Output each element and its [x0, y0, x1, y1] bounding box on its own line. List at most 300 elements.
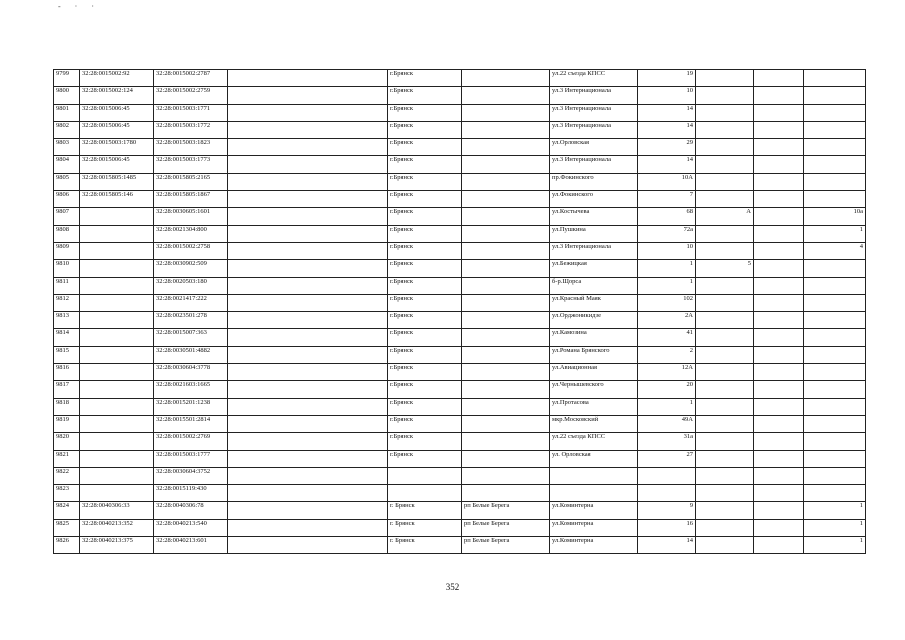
letter-cell: [696, 485, 754, 502]
letter-cell: [696, 277, 754, 294]
cadastral-number-building: 32:28:0021417:222: [154, 294, 228, 311]
street-cell: пр.Фокинского: [550, 173, 638, 190]
house-number-cell: 19: [638, 70, 696, 87]
city-cell: г.Брянск: [388, 121, 462, 138]
table-row: [54, 433, 866, 450]
table-row: [54, 364, 866, 381]
apartment-cell: [804, 485, 866, 502]
letter-cell: [696, 70, 754, 87]
cadastral-number-parcel: 32:28:0015805:146: [80, 191, 154, 208]
row-number: 9817: [54, 381, 80, 398]
table-row: [54, 173, 866, 190]
cadastral-number-building: 32:28:0030604:3752: [154, 467, 228, 484]
row-number: 9815: [54, 346, 80, 363]
cadastral-number-building: 32:28:0030605:1601: [154, 208, 228, 225]
city-cell: г.Брянск: [388, 156, 462, 173]
street-cell: ул.Камозина: [550, 329, 638, 346]
city-cell: г.Брянск: [388, 104, 462, 121]
apartment-cell: [804, 87, 866, 104]
settlement-cell: [462, 225, 550, 242]
street-cell: ул.Чернышевского: [550, 381, 638, 398]
blank-column: [228, 346, 388, 363]
extra-cell: [754, 70, 804, 87]
apartment-cell: 1: [804, 502, 866, 519]
apartment-cell: 4: [804, 242, 866, 259]
street-cell: [550, 485, 638, 502]
cadastral-number-building: 32:28:0015003:1773: [154, 156, 228, 173]
street-cell: ул.3 Интернационала: [550, 104, 638, 121]
cadastral-number-parcel: 32:28:0015006:45: [80, 156, 154, 173]
row-number: 9810: [54, 260, 80, 277]
settlement-cell: [462, 70, 550, 87]
cadastral-number-building: 32:28:0015002:2758: [154, 242, 228, 259]
blank-column: [228, 450, 388, 467]
row-number: 9823: [54, 485, 80, 502]
settlement-cell: [462, 485, 550, 502]
row-number: 9805: [54, 173, 80, 190]
letter-cell: [696, 364, 754, 381]
row-number: 9800: [54, 87, 80, 104]
apartment-cell: 1: [804, 519, 866, 536]
cadastral-number-parcel: 32:28:0015006:45: [80, 104, 154, 121]
cadastral-number-parcel: [80, 433, 154, 450]
city-cell: г.Брянск: [388, 294, 462, 311]
blank-column: [228, 104, 388, 121]
letter-cell: [696, 121, 754, 138]
extra-cell: [754, 312, 804, 329]
city-cell: г.Брянск: [388, 433, 462, 450]
apartment-cell: [804, 191, 866, 208]
blank-column: [228, 312, 388, 329]
letter-cell: [696, 191, 754, 208]
table-row: [54, 208, 866, 225]
page-number: 352: [445, 582, 460, 592]
apartment-cell: [804, 398, 866, 415]
table-row: [54, 70, 866, 87]
house-number-cell: 20: [638, 381, 696, 398]
cadastral-number-parcel: [80, 329, 154, 346]
cadastral-number-parcel: [80, 381, 154, 398]
blank-column: [228, 121, 388, 138]
row-number: 9822: [54, 467, 80, 484]
cadastral-number-building: 32:28:0015201:1238: [154, 398, 228, 415]
house-number-cell: 9: [638, 502, 696, 519]
apartment-cell: [804, 415, 866, 432]
apartment-cell: [804, 346, 866, 363]
city-cell: г.Брянск: [388, 87, 462, 104]
extra-cell: [754, 139, 804, 156]
city-cell: г.Брянск: [388, 415, 462, 432]
house-number-cell: 72а: [638, 225, 696, 242]
settlement-cell: [462, 191, 550, 208]
cadastral-number-building: 32:28:0021304:800: [154, 225, 228, 242]
settlement-cell: рп Белые Берега: [462, 502, 550, 519]
cadastral-number-building: 32:28:0015003:1823: [154, 139, 228, 156]
letter-cell: [696, 87, 754, 104]
extra-cell: [754, 346, 804, 363]
settlement-cell: [462, 467, 550, 484]
cadastral-number-building: 32:28:0040306:78: [154, 502, 228, 519]
cadastral-number-parcel: 32:28:0040213:352: [80, 519, 154, 536]
city-cell: г.Брянск: [388, 450, 462, 467]
extra-cell: [754, 519, 804, 536]
table-row: [54, 346, 866, 363]
city-cell: г.Брянск: [388, 191, 462, 208]
extra-cell: [754, 173, 804, 190]
city-cell: г.Брянск: [388, 277, 462, 294]
city-cell: г.Брянск: [388, 225, 462, 242]
extra-cell: [754, 121, 804, 138]
settlement-cell: [462, 312, 550, 329]
street-cell: ул.Протасова: [550, 398, 638, 415]
blank-column: [228, 87, 388, 104]
blank-column: [228, 485, 388, 502]
extra-cell: [754, 294, 804, 311]
apartment-cell: [804, 121, 866, 138]
cadastral-number-building: 32:28:0040213:540: [154, 519, 228, 536]
cadastral-number-parcel: [80, 242, 154, 259]
cadastral-number-parcel: [80, 415, 154, 432]
extra-cell: [754, 260, 804, 277]
table-row: [54, 87, 866, 104]
blank-column: [228, 173, 388, 190]
house-number-cell: 12А: [638, 364, 696, 381]
city-cell: г.Брянск: [388, 398, 462, 415]
table-row: [54, 502, 866, 519]
cadastral-number-building: 32:28:0021603:1665: [154, 381, 228, 398]
house-number-cell: 102: [638, 294, 696, 311]
city-cell: г.Брянск: [388, 208, 462, 225]
cadastral-number-building: 32:28:0040213:601: [154, 537, 228, 554]
registry-table: [53, 69, 866, 554]
letter-cell: [696, 398, 754, 415]
letter-cell: [696, 519, 754, 536]
settlement-cell: [462, 346, 550, 363]
cadastral-number-building: 32:28:0030902:509: [154, 260, 228, 277]
table-row: [54, 139, 866, 156]
apartment-cell: [804, 312, 866, 329]
street-cell: [550, 467, 638, 484]
row-number: 9801: [54, 104, 80, 121]
city-cell: г.Брянск: [388, 312, 462, 329]
header-marks: - · ·: [58, 2, 100, 11]
cadastral-number-building: 32:28:0015003:1771: [154, 104, 228, 121]
settlement-cell: рп Белые Берега: [462, 537, 550, 554]
settlement-cell: [462, 173, 550, 190]
cadastral-number-building: 32:28:0015003:1777: [154, 450, 228, 467]
table-row: [54, 329, 866, 346]
blank-column: [228, 260, 388, 277]
apartment-cell: [804, 70, 866, 87]
house-number-cell: [638, 467, 696, 484]
table-row: [54, 467, 866, 484]
street-cell: ул.Костычева: [550, 208, 638, 225]
city-cell: г.Брянск: [388, 260, 462, 277]
extra-cell: [754, 502, 804, 519]
settlement-cell: [462, 121, 550, 138]
row-number: 9825: [54, 519, 80, 536]
house-number-cell: 10А: [638, 173, 696, 190]
settlement-cell: рп Белые Берега: [462, 519, 550, 536]
table-row: [54, 537, 866, 554]
blank-column: [228, 242, 388, 259]
cadastral-number-parcel: [80, 450, 154, 467]
cadastral-number-parcel: [80, 260, 154, 277]
letter-cell: [696, 173, 754, 190]
cadastral-number-building: 32:28:0015501:2814: [154, 415, 228, 432]
cadastral-number-parcel: [80, 364, 154, 381]
row-number: 9818: [54, 398, 80, 415]
cadastral-number-parcel: [80, 312, 154, 329]
cadastral-number-building: 32:28:0015119:430: [154, 485, 228, 502]
blank-column: [228, 70, 388, 87]
blank-column: [228, 415, 388, 432]
apartment-cell: 10а: [804, 208, 866, 225]
cadastral-number-parcel: [80, 277, 154, 294]
row-number: 9804: [54, 156, 80, 173]
house-number-cell: 2: [638, 346, 696, 363]
table-body: [54, 70, 866, 554]
settlement-cell: [462, 208, 550, 225]
extra-cell: [754, 191, 804, 208]
blank-column: [228, 294, 388, 311]
row-number: 9819: [54, 415, 80, 432]
extra-cell: [754, 242, 804, 259]
table-row: [54, 242, 866, 259]
city-cell: г.Брянск: [388, 346, 462, 363]
house-number-cell: 10: [638, 242, 696, 259]
table-row: [54, 381, 866, 398]
city-cell: г.Брянск: [388, 364, 462, 381]
street-cell: ул.3 Интернационала: [550, 87, 638, 104]
cadastral-number-building: 32:28:0015003:1772: [154, 121, 228, 138]
letter-cell: [696, 242, 754, 259]
cadastral-number-parcel: [80, 346, 154, 363]
extra-cell: [754, 467, 804, 484]
table-row: [54, 260, 866, 277]
city-cell: г. Брянск: [388, 519, 462, 536]
row-number: 9820: [54, 433, 80, 450]
street-cell: ул.Красный Маяк: [550, 294, 638, 311]
cadastral-number-parcel: [80, 485, 154, 502]
blank-column: [228, 433, 388, 450]
apartment-cell: 1: [804, 537, 866, 554]
cadastral-number-parcel: [80, 225, 154, 242]
blank-column: [228, 398, 388, 415]
letter-cell: [696, 467, 754, 484]
city-cell: [388, 485, 462, 502]
cadastral-number-parcel: [80, 467, 154, 484]
house-number-cell: 29: [638, 139, 696, 156]
house-number-cell: 16: [638, 519, 696, 536]
cadastral-number-parcel: [80, 208, 154, 225]
blank-column: [228, 208, 388, 225]
city-cell: [388, 467, 462, 484]
house-number-cell: 68: [638, 208, 696, 225]
row-number: 9816: [54, 364, 80, 381]
settlement-cell: [462, 87, 550, 104]
row-number: 9811: [54, 277, 80, 294]
street-cell: ул. Орловская: [550, 450, 638, 467]
city-cell: г.Брянск: [388, 139, 462, 156]
settlement-cell: [462, 415, 550, 432]
settlement-cell: [462, 398, 550, 415]
house-number-cell: 14: [638, 156, 696, 173]
street-cell: ул.3 Интернационала: [550, 242, 638, 259]
street-cell: ул.Коминтерна: [550, 502, 638, 519]
house-number-cell: 31а: [638, 433, 696, 450]
apartment-cell: [804, 294, 866, 311]
city-cell: г. Брянск: [388, 502, 462, 519]
row-number: 9813: [54, 312, 80, 329]
letter-cell: [696, 312, 754, 329]
blank-column: [228, 156, 388, 173]
table-row: [54, 485, 866, 502]
city-cell: г.Брянск: [388, 329, 462, 346]
cadastral-number-building: 32:28:0015002:2769: [154, 433, 228, 450]
extra-cell: [754, 381, 804, 398]
cadastral-number-parcel: [80, 294, 154, 311]
settlement-cell: [462, 139, 550, 156]
blank-column: [228, 537, 388, 554]
apartment-cell: [804, 450, 866, 467]
blank-column: [228, 502, 388, 519]
apartment-cell: [804, 277, 866, 294]
street-cell: ул.Пушкина: [550, 225, 638, 242]
settlement-cell: [462, 277, 550, 294]
cadastral-number-building: 32:28:0015007:363: [154, 329, 228, 346]
street-cell: ул.3 Интернационала: [550, 121, 638, 138]
apartment-cell: 1: [804, 225, 866, 242]
row-number: 9803: [54, 139, 80, 156]
settlement-cell: [462, 364, 550, 381]
extra-cell: [754, 208, 804, 225]
street-cell: мкр.Московский: [550, 415, 638, 432]
cadastral-number-building: 32:28:0015805:1867: [154, 191, 228, 208]
city-cell: г.Брянск: [388, 70, 462, 87]
letter-cell: [696, 450, 754, 467]
house-number-cell: 49А: [638, 415, 696, 432]
extra-cell: [754, 485, 804, 502]
table-row: [54, 398, 866, 415]
street-cell: ул.Бежицкая: [550, 260, 638, 277]
letter-cell: [696, 329, 754, 346]
extra-cell: [754, 398, 804, 415]
extra-cell: [754, 329, 804, 346]
letter-cell: [696, 104, 754, 121]
cadastral-number-parcel: 32:28:0015002:124: [80, 87, 154, 104]
apartment-cell: [804, 433, 866, 450]
blank-column: [228, 364, 388, 381]
table-row: [54, 415, 866, 432]
blank-column: [228, 191, 388, 208]
street-cell: ул.Фокинского: [550, 191, 638, 208]
letter-cell: [696, 346, 754, 363]
cadastral-number-parcel: 32:28:0015002:92: [80, 70, 154, 87]
table-row: [54, 450, 866, 467]
blank-column: [228, 139, 388, 156]
row-number: 9814: [54, 329, 80, 346]
row-number: 9802: [54, 121, 80, 138]
letter-cell: [696, 502, 754, 519]
house-number-cell: 14: [638, 537, 696, 554]
blank-column: [228, 225, 388, 242]
table-row: [54, 121, 866, 138]
cadastral-number-parcel: 32:28:0015805:1485: [80, 173, 154, 190]
street-cell: ул.Романа Брянского: [550, 346, 638, 363]
cadastral-number-building: 32:28:0020503:180: [154, 277, 228, 294]
letter-cell: [696, 139, 754, 156]
settlement-cell: [462, 260, 550, 277]
apartment-cell: [804, 173, 866, 190]
cadastral-number-parcel: 32:28:0040213:375: [80, 537, 154, 554]
cadastral-number-parcel: 32:28:0040306:33: [80, 502, 154, 519]
cadastral-number-building: 32:28:0015002:2787: [154, 70, 228, 87]
table-row: [54, 104, 866, 121]
blank-column: [228, 467, 388, 484]
street-cell: ул.Орджоникидзе: [550, 312, 638, 329]
street-cell: ул.22 съезда КПСС: [550, 70, 638, 87]
letter-cell: [696, 381, 754, 398]
letter-cell: [696, 294, 754, 311]
settlement-cell: [462, 104, 550, 121]
extra-cell: [754, 277, 804, 294]
table-row: [54, 312, 866, 329]
table-row: [54, 156, 866, 173]
extra-cell: [754, 450, 804, 467]
apartment-cell: [804, 364, 866, 381]
table-row: [54, 277, 866, 294]
apartment-cell: [804, 139, 866, 156]
apartment-cell: [804, 329, 866, 346]
letter-cell: [696, 225, 754, 242]
settlement-cell: [462, 329, 550, 346]
blank-column: [228, 519, 388, 536]
letter-cell: [696, 156, 754, 173]
settlement-cell: [462, 294, 550, 311]
cadastral-number-parcel: 32:28:0015006:45: [80, 121, 154, 138]
cadastral-number-building: 32:28:0015002:2759: [154, 87, 228, 104]
extra-cell: [754, 87, 804, 104]
extra-cell: [754, 104, 804, 121]
house-number-cell: 1: [638, 398, 696, 415]
apartment-cell: [804, 104, 866, 121]
house-number-cell: 1: [638, 260, 696, 277]
house-number-cell: 10: [638, 87, 696, 104]
extra-cell: [754, 415, 804, 432]
settlement-cell: [462, 242, 550, 259]
extra-cell: [754, 433, 804, 450]
apartment-cell: [804, 467, 866, 484]
row-number: 9809: [54, 242, 80, 259]
street-cell: ул.22 съезда КПСС: [550, 433, 638, 450]
street-cell: ул.Коминтерна: [550, 519, 638, 536]
street-cell: ул.Орловская: [550, 139, 638, 156]
cadastral-number-building: 32:28:0015805:2165: [154, 173, 228, 190]
row-number: 9808: [54, 225, 80, 242]
extra-cell: [754, 225, 804, 242]
cadastral-number-parcel: 32:28:0015003:1780: [80, 139, 154, 156]
house-number-cell: 14: [638, 121, 696, 138]
house-number-cell: 7: [638, 191, 696, 208]
letter-cell: [696, 415, 754, 432]
letter-cell: [696, 537, 754, 554]
apartment-cell: [804, 260, 866, 277]
house-number-cell: 2А: [638, 312, 696, 329]
table-row: [54, 191, 866, 208]
blank-column: [228, 277, 388, 294]
house-number-cell: 14: [638, 104, 696, 121]
